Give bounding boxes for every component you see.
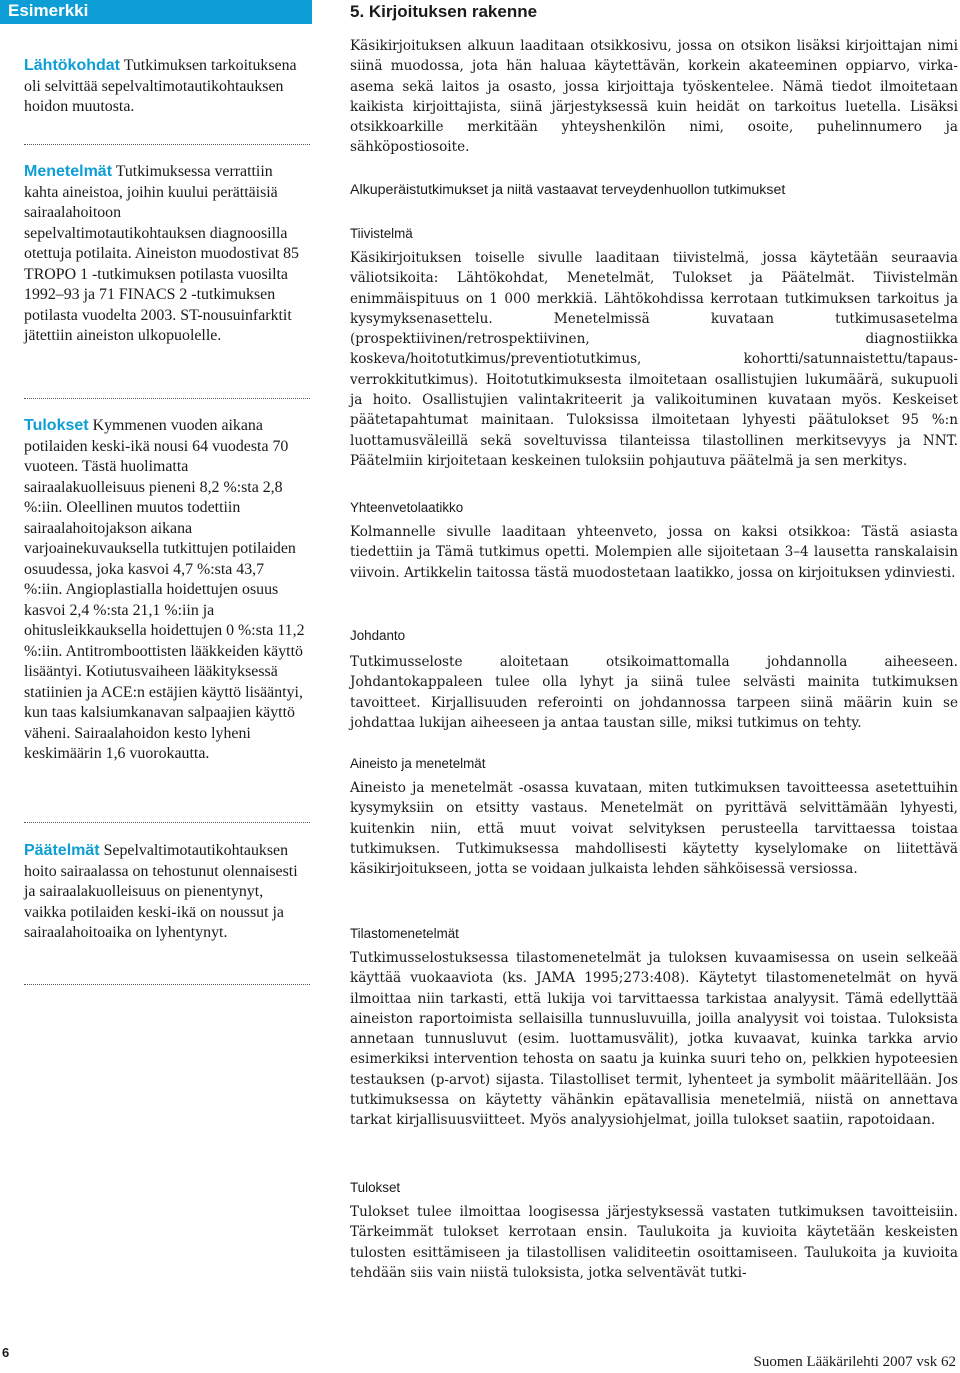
section-heading: Alkuperäistutkimukset ja niitä vastaavat terveydenhuollon tutkimukset bbox=[350, 182, 786, 198]
sidebar-header-title: Esimerkki bbox=[8, 1, 89, 20]
divider bbox=[24, 984, 310, 985]
paragraph-aineisto: Aineisto ja menetelmät -osassa kuvataan, miten tutkimuksen tavoitteessa asetettuihin kysymyksiin on etsitty vastaus. Menetelmät on pyrittävä selvittämään lyhyesti, kuitenkin niin, että muut voivat selvityksen perusteella tarvittaessa toistaa tutkimuksen. Tutkimuksessa mahdollisesti käytetty kyselylomake on liitettävä käsikirjoitukseen, jotta se voidaan julkaista lehden sähköisessä versiossa. bbox=[350, 780, 958, 878]
subheading-tiivistelma: Tiivistelmä bbox=[350, 226, 413, 241]
sidebar-example-box bbox=[0, 0, 312, 1000]
abstract-keyword: Päätelmät bbox=[24, 842, 100, 859]
abstract-keyword: Lähtökohdat bbox=[24, 57, 120, 74]
paragraph-johdanto: Tutkimusseloste aloitetaan otsikoimattomalla johdannolla aiheeseen. Johdantokappaleen tulee olla lyhyt ja siinä tulee selvästi mainita tutkimuksen tavoitteet. Kirjallisuuden referointi on johdannossa tarpeen siinä määrin kuin se johdattaa lukijan aiheeseen ja antaa taustan sille, miksi tutkimus on tehty. bbox=[350, 654, 958, 731]
abstract-keyword: Menetelmät bbox=[24, 163, 113, 180]
abstract-text: Sepelvaltimotautikohtauksen hoito sairaalassa on tehostunut olennaisesti ja sairaalakuolleisuus on pienentynyt, vaikka potilaiden keski-ikä on noussut ja sairaalahoitoaika on lyhentynyt. bbox=[24, 842, 298, 941]
divider bbox=[24, 398, 310, 399]
subheading-aineisto: Aineisto ja menetelmät bbox=[350, 756, 486, 771]
abstract-keyword: Tulokset bbox=[24, 417, 89, 434]
subheading-tulokset: Tulokset bbox=[350, 1180, 401, 1195]
abstract-text: Tutkimuksessa verrattiin kahta aineistoa, joihin kuului perättäisiä sairaalahoitoon sepelvaltimotautikohtauksen diagnoosilla otettuja potilaita. Aineiston muodostivat 85 TROPO 1 -tutkimuksen potilasta vuosilta 1992–93 ja 71 FINACS 2 -tutkimuksen potilasta vuodelta 2003. ST-nousuinfarktit jätettiin aineiston ulkopuolelle. bbox=[24, 163, 299, 344]
abstract-text: Tutkimuksen tarkoituksena oli selvittää sepelvaltimotautikohtauksen hoidon muutosta. bbox=[24, 57, 297, 115]
intro-paragraph: Käsikirjoituksen alkuun laaditaan otsikkosivu, jossa on otsikon lisäksi kirjoittajan nimi siinä muodossa, jota hän haluaa käytettävän, korkein akateeminen oppiarvo, virka-asema sekä laitos ja osasto, jossa kirjoittaja työskentelee. Nämä tiedot ilmoitetaan kaikista kirjoittajista, siinä järjestyksessä kuin heidät on tarkoitus luetella. Lisäksi otsikkoarkille merkitään yhteyshenkilön nimi, osoite, puhelinnumero ja sähköpostiosoite. bbox=[350, 38, 958, 156]
abstract-text: Kymmenen vuoden aikana potilaiden keski-ikä nousi 64 vuodesta 70 vuoteen. Tästä huolimatta sairaalakuolleisuus pieneni 8,2 %:sta 2,8 %:iin. Oleellinen muutos todettiin sairaalahoitojakson aikana varjoainekuvauksella tutkittujen potilaiden osuudessa, joka kasvoi 4,7 %:sta 43,7 %:iin. Angioplastialla hoidettujen osuus kasvoi 2,4 %:sta 21,1 %:iin ja ohitusleikkauksella hoidettujen 0 %:sta 11,2 %:iin. Antitromboottisten lääkkeiden käyttö lisääntyi. Kotiutusvaiheen lääkityksessä statiinien ja ACE:n estäjien käyttö lisääntyi, kun taas kalsiumkanavan salpaajien käyttö väheni. Sairaalahoidon kesto lyheni keskimäärin 1,6 vuorokautta. bbox=[24, 417, 305, 762]
subheading-tilastomenetelmat: Tilastomenetelmät bbox=[350, 926, 459, 941]
paragraph-tilastomenetelmat: Tutkimusselostuksessa tilastomenetelmät ja tuloksen kuvaamisessa on usein selkeää käyttää vuokaaviota (ks. JAMA 1995;273:408). Käytetyt tilastomenetelmät on hyvä ilmoittaa niin tarkasti, että lukija voi tarvittaessa tarkistaa analyysit. Tämä edellyttää aineiston raportoimista sellaisilla tunnusluvuilla, joilla analyysit voi toistaa. Tuloksista annetaan tunnusluvut (esim. luottamusvälit), jotka kuvaavat, kuinka tarkka arvio esimerkiksi intervention tehosta on saatu ja kuinka suuri teho on, pelkkien hypoteesien testauksen (p-arvot) sijasta. Tilastolliset termit, lyhenteet ja symbolit määritellään. Jos tutkimuksessa on käytetty vähänkin epätavallisia menetelmiä, niistä on annettava tarkat kirjallisuusviitteet. Myös analyysiohjelmat, joilla tulokset saatiin, rapotoidaan. bbox=[350, 950, 958, 1129]
abstract-block-paatelmat bbox=[24, 841, 306, 944]
journal-reference: Suomen Lääkärilehti 2007 vsk 62 bbox=[753, 1354, 956, 1370]
page-number: 6 bbox=[2, 1345, 10, 1360]
paragraph-yhteenvetolaatikko: Kolmannelle sivulle laaditaan yhteenveto, jossa on kaksi otsikkoa: Tästä asiasta tiedettiin ja Tämä tutkimus opetti. Molempien alle sijoitetaan 3–4 lausetta ranskalaisin viivoin. Artikkelin taitossa tästä muodostetaan laatikko, jossa on kirjoituksen ydinviesti. bbox=[350, 524, 958, 581]
abstract-block-lahtokohdat bbox=[24, 56, 306, 118]
divider bbox=[24, 822, 310, 823]
subheading-johdanto: Johdanto bbox=[350, 628, 406, 643]
paragraph-tulokset: Tulokset tulee ilmoittaa loogisessa järjestyksessä vastaten tutkimuksen tavoitteisiin. Tärkeimmät tulokset kerrotaan ensin. Taulukoita ja kuvioita käytetään keskeisten tulosten esittämiseen ja tilastollisen validiteetin osoittamiseen. Taulukoita ja kuvioita tehdään siis vain niistä tuloksista, jotka selventävät tutki- bbox=[350, 1204, 958, 1281]
sidebar-header bbox=[0, 0, 312, 24]
abstract-block-tulokset bbox=[24, 416, 306, 765]
page-title: 5. Kirjoituksen rakenne bbox=[350, 2, 538, 21]
abstract-block-menetelmat bbox=[24, 162, 306, 347]
paragraph-tiivistelma: Käsikirjoituksen toiselle sivulle laaditaan tiivistelmä, jossa käytetään seuraavia väliotsikoita: Lähtökohdat, Menetelmät, Tulokset ja Päätelmät. Tiivistelmän enimmäispituus on 1 000 merkkiä. Lähtökohdissa kerrotaan tutkimuksen tarkoitus ja kysymyksenasettelu. Menetelmissä kuvataan tutkimusasetelma (prospektiivinen/retrospektiivinen, diagnostiikka koskeva/hoitotutkimus/preventiotutkimus, kohortti/satunnaistettu/tapaus-verrokkitutkimus). Hoitotutkimuksesta ilmoitetaan osallistujien lukumäärä, sukupuoli ja hoito. Osallistujien valintakriteerit ja valikoituminen kuvataan myös. Keskeiset päätetapahtumat mainitaan. Tuloksissa ilmoitetaan lyhyesti päätulokset 95 %:n luottamusväleillä sekä soveltuvissa tilanteissa tilastollinen merkitsevyys ja NNT. Päätelmiin kirjoitetaan keskeinen tuloksiin pohjautuva päätelmä ja sen merkitys. bbox=[350, 250, 958, 469]
subheading-yhteenvetolaatikko: Yhteenvetolaatikko bbox=[350, 500, 464, 515]
divider bbox=[24, 144, 310, 145]
